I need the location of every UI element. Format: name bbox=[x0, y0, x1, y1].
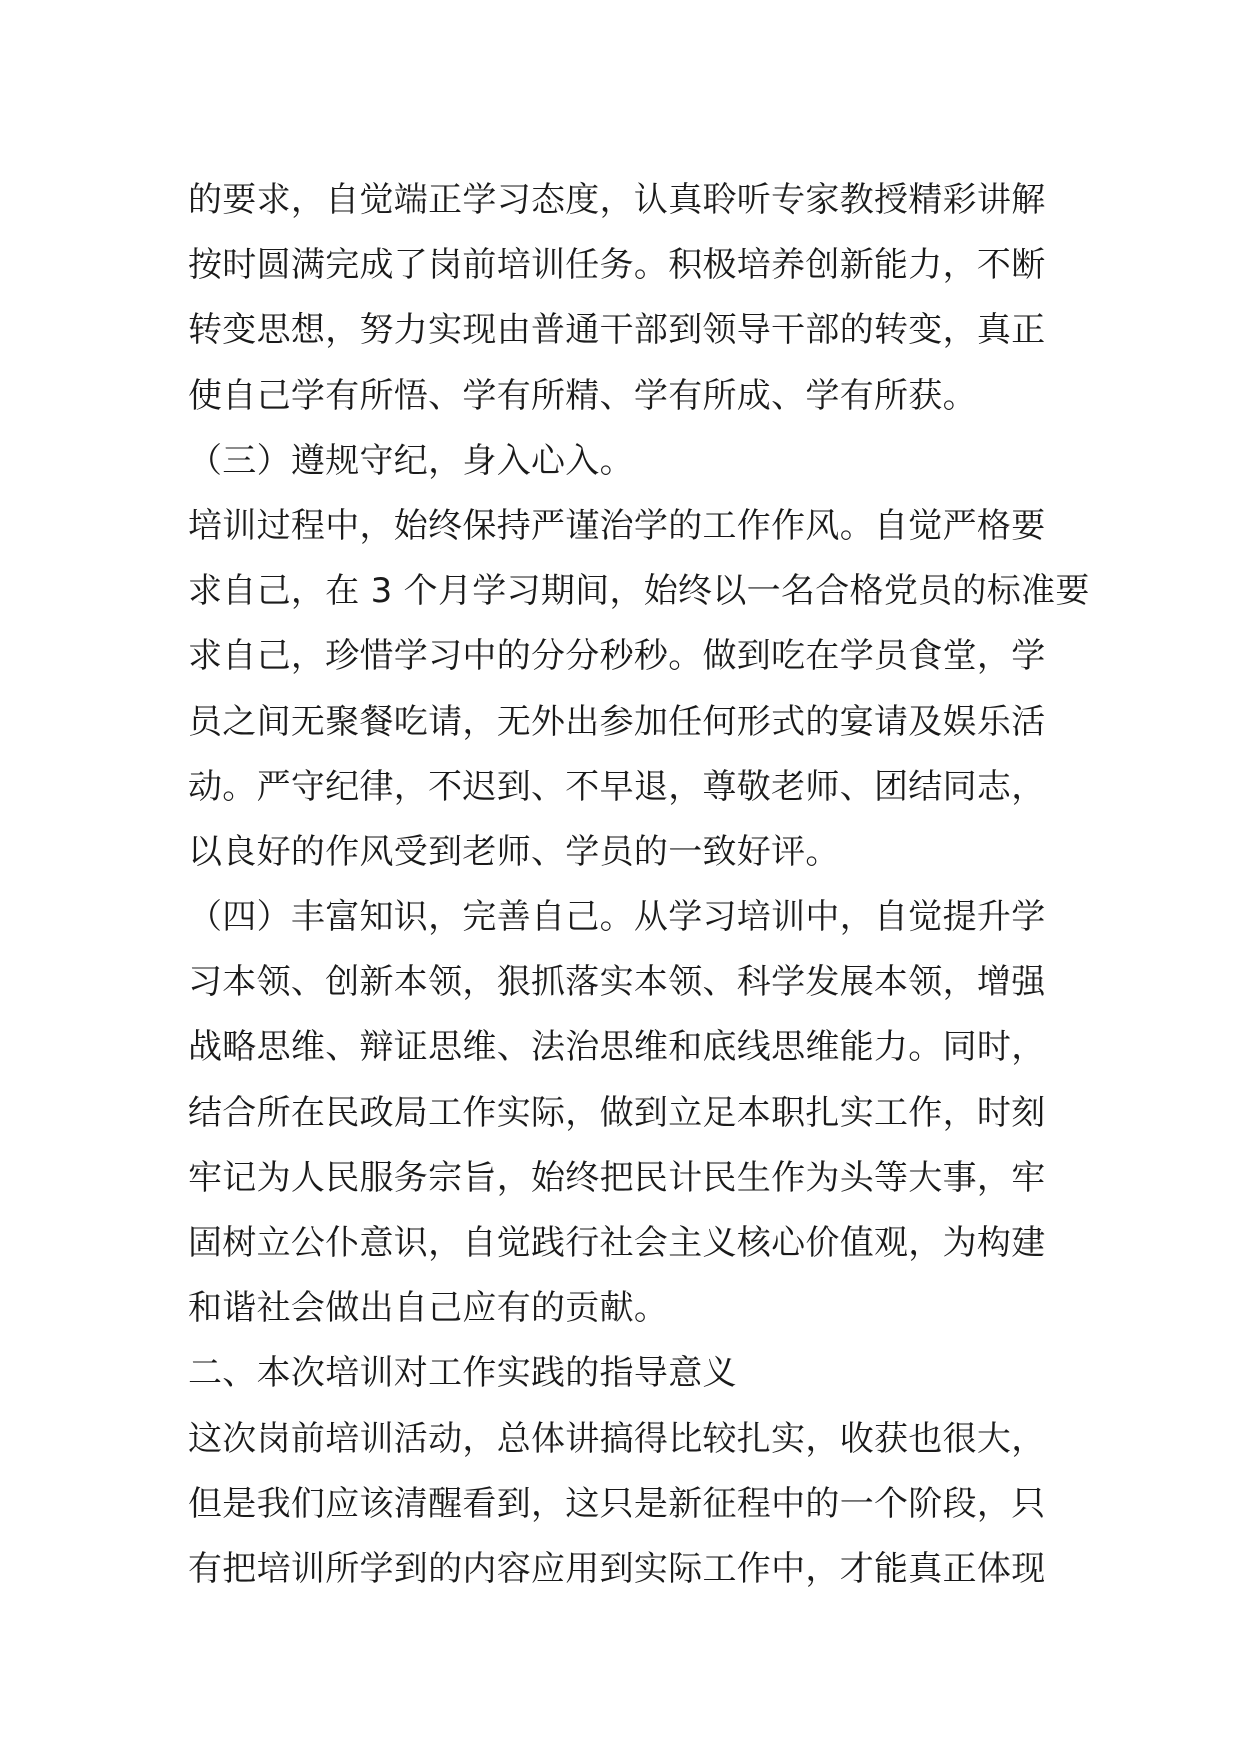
text-line: 转变思想，努力实现由普通干部到领导干部的转变，真正 bbox=[188, 310, 1046, 351]
text-line: 有把培训所学到的内容应用到实际工作中，才能真正体现 bbox=[188, 1548, 1046, 1589]
text-line: 和谐社会做出自己应有的贡献。 bbox=[188, 1288, 669, 1329]
section-heading: （三）遵规守纪，身入心入。 bbox=[188, 440, 634, 481]
text-line: 求自己，在 3 个月学习期间，始终以一名合格党员的标准要 bbox=[188, 571, 1090, 612]
text-line: 的要求，自觉端正学习态度，认真聆听专家教授精彩讲解 bbox=[188, 180, 1046, 220]
text-line: 牢记为人民服务宗旨，始终把民计民生作为头等大事，牢 bbox=[188, 1157, 1046, 1198]
text-line: 习本领、创新本领，狠抓落实本领、科学发展本领，增强 bbox=[188, 962, 1046, 1003]
text-line: 动。严守纪律，不迟到、不早退，尊敬老师、团结同志， bbox=[188, 766, 1046, 807]
section-heading: 二、本次培训对工作实践的指导意义 bbox=[188, 1353, 737, 1394]
text-line: 战略思维、辩证思维、法治思维和底线思维能力。同时， bbox=[188, 1027, 1046, 1068]
section-heading: （四）丰富知识，完善自己。从学习培训中，自觉提升学 bbox=[188, 897, 1046, 938]
text-line: 员之间无聚餐吃请，无外出参加任何形式的宴请及娱乐活 bbox=[188, 701, 1046, 742]
text-line: 这次岗前培训活动，总体讲搞得比较扎实，收获也很大， bbox=[188, 1418, 1046, 1459]
body-text bbox=[188, 168, 1090, 1602]
text-line: 求自己，珍惜学习中的分分秒秒。做到吃在学员食堂，学 bbox=[188, 636, 1046, 677]
text-line: 固树立公仆意识，自觉践行社会主义核心价值观，为构建 bbox=[188, 1223, 1046, 1263]
text-line: 使自己学有所悟、学有所精、学有所成、学有所获。 bbox=[188, 375, 977, 416]
text-line: 培训过程中，始终保持严谨治学的工作作风。自觉严格要 bbox=[188, 505, 1046, 546]
text-line: 按时圆满完成了岗前培训任务。积极培养创新能力，不断 bbox=[188, 245, 1046, 286]
text-line: 但是我们应该清醒看到，这只是新征程中的一个阶段，只 bbox=[188, 1483, 1046, 1524]
text-line: 结合所在民政局工作实际，做到立足本职扎实工作，时刻 bbox=[188, 1092, 1046, 1133]
text-line: 以良好的作风受到老师、学员的一致好评。 bbox=[188, 831, 840, 872]
